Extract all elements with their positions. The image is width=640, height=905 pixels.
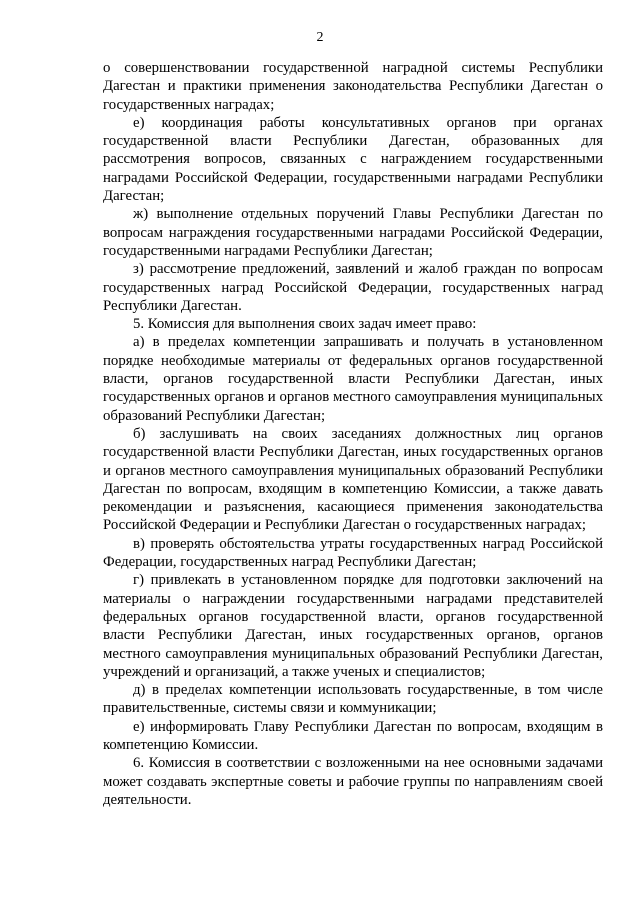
document-body bbox=[103, 59, 603, 809]
paragraph: д) в пределах компетенции использовать государственные, в том числе правительственные, системы связи и коммуникации; bbox=[103, 682, 603, 717]
paragraph: 5. Комиссия для выполнения своих задач имеет право: bbox=[133, 316, 477, 333]
paragraph: 6. Комиссия в соответствии с возложенными на нее основными задачами может создавать экспертные советы и рабочие группы по направлениям своей деятельности. bbox=[103, 755, 603, 808]
paragraph: о совершенствовании государственной наградной системы Республики Дагестан и практики применения законодательства Республики Дагестан о государственных наградах; bbox=[103, 60, 603, 113]
paragraph: а) в пределах компетенции запрашивать и получать в установленном порядке необходимые материалы от федеральных органов государственной власти, органов государственной власти Республики Дагестан, иных государственных органов и органов местного самоуправления муниципальных образований Республики Дагестан; bbox=[103, 334, 603, 424]
page-number: 2 bbox=[316, 30, 324, 45]
paragraph: б) заслушивать на своих заседаниях должностных лиц органов государственной власти Республики Дагестан, иных государственных органов и органов местного самоуправления муниципальных образований Республики Дагестан по вопросам, входящим в компетенцию Комиссии, а также давать рекомендации и разъяснения, касающиеся применения законодательства Российской Федерации и Республики Дагестан о государственных наградах; bbox=[103, 425, 603, 534]
paragraph: ж) выполнение отдельных поручений Главы Республики Дагестан по вопросам награждения государственными наградами Российской Федерации, государственными наградами Республики Дагестан; bbox=[103, 206, 603, 259]
paragraph: з) рассмотрение предложений, заявлений и жалоб граждан по вопросам государственных наград Российской Федерации, государственных наград Республики Дагестан. bbox=[103, 261, 603, 314]
paragraph: е) координация работы консультативных органов при органах государственной власти Республики Дагестан, образованных для рассмотрения вопросов, связанных с награждением государственными наградами Российской Федерации, государственными наградами Республики Дагестан; bbox=[103, 114, 603, 205]
paragraph: в) проверять обстоятельства утраты государственных наград Российской Федерации, государственных наград Республики Дагестан; bbox=[103, 535, 603, 571]
paragraph: е) информировать Главу Республики Дагестан по вопросам, входящим в компетенцию Комиссии. bbox=[103, 718, 603, 753]
paragraph: г) привлекать в установленном порядке для подготовки заключений на материалы о награждении государственными наградами представителей федеральных органов государственной власти, органов государственной власти Республики Дагестан, иных государственных органов, органов местного самоуправления муниципальных образований Республики Дагестан, учреждений и организаций, а также ученых и специалистов; bbox=[103, 572, 603, 680]
